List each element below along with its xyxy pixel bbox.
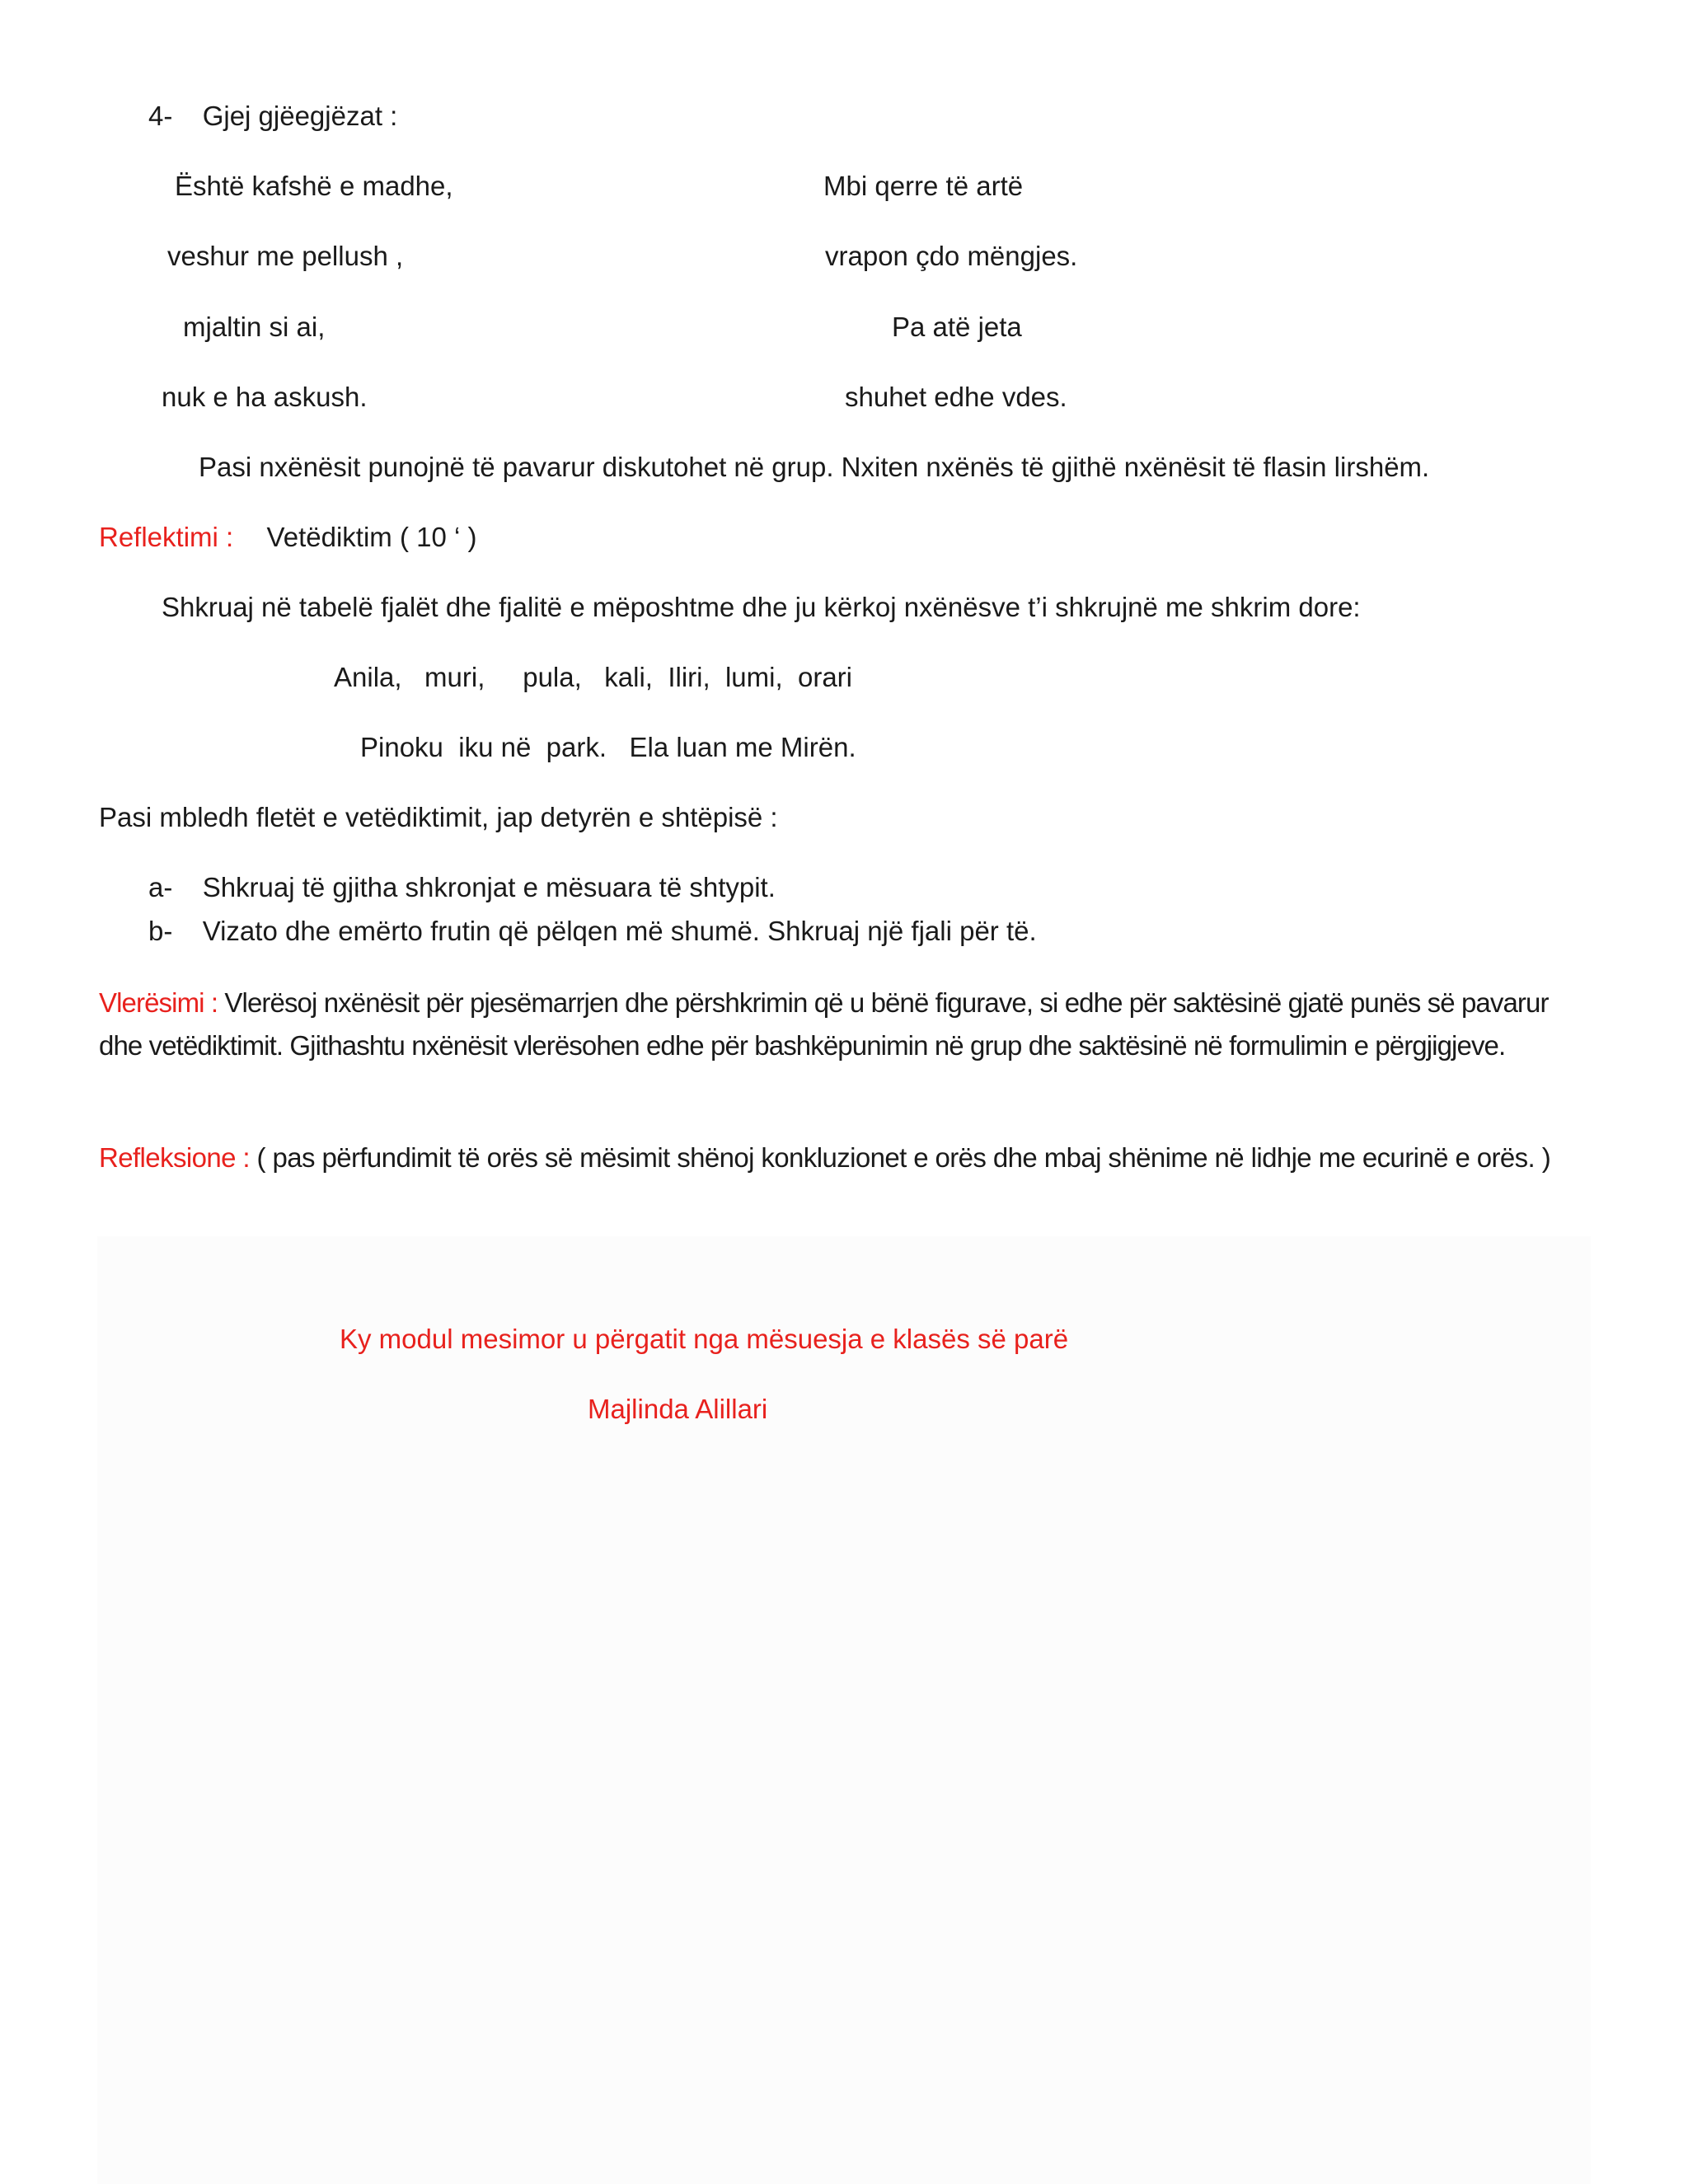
homework-marker: a- [148,872,173,902]
reflektimi-text: Vetëdiktim ( 10 ‘ ) [266,522,477,552]
riddle-right-line-4: shuhet edhe vdes. [845,382,1067,412]
homework-text: Shkruaj të gjitha shkronjat e mësuara të shtypit. [202,872,776,902]
exercise-title: Gjej gjëegjëzat : [202,101,398,131]
homework-text: Vizato dhe emërto frutin që pëlqen më shumë. Shkruaj një fjali për të. [202,916,1037,946]
dictation-words: Anila, muri, pula, kali, Iliri, lumi, orari [334,662,852,692]
refleksione-section [99,1137,1592,1179]
credit-line: Ky modul mesimor u përgatit nga mësuesja e klasës së parë [340,1324,1069,1354]
riddle-left-line-2: veshur me pellush , [167,241,404,271]
homework-item-b [148,915,1037,948]
refleksione-text: ( pas përfundimit të orës së mësimit shënoj konkluzionet e orës dhe mbaj shënime në lidhje me ecurinë e orës. ) [249,1142,1551,1173]
group-discussion-note: Pasi nxënësit punojnë të pavarur diskutohet në grup. Nxiten nxënës të gjithë nxënësit të flasin lirshëm. [199,452,1430,482]
riddle-right-line-3: Pa atë jeta [892,312,1022,342]
homework-intro: Pasi mbledh fletët e vetëdiktimit, jap detyrën e shtëpisë : [99,802,778,832]
dictation-sentences: Pinoku iku në park. Ela luan me Mirën. [360,732,856,762]
homework-item-a [148,871,776,904]
reflektimi-label: Reflektimi : [99,522,234,552]
reflektimi-section [99,521,476,554]
vleresimi-label: Vlerësimi : [99,987,218,1018]
riddle-right-line-2: vrapon çdo mëngjes. [825,241,1078,271]
vleresimi-section [99,982,1592,1067]
page-background [97,1236,1591,2184]
credit-author: Majlinda Alillari [588,1394,768,1424]
exercise-heading [148,100,397,133]
riddle-left-line-4: nuk e ha askush. [162,382,368,412]
homework-marker: b- [148,916,173,946]
dictation-instruction: Shkruaj në tabelë fjalët dhe fjalitë e mëposhtme dhe ju kërkoj nxënësve t’i shkrujnë me shkrim dore: [162,592,1361,622]
riddle-left-line-3: mjaltin si ai, [183,312,326,342]
refleksione-label: Refleksione : [99,1142,250,1173]
riddle-right-line-1: Mbi qerre të artë [823,171,1024,201]
riddle-left-line-1: Është kafshë e madhe, [175,171,453,201]
exercise-number: 4- [148,101,173,131]
vleresimi-text: Vlerësoj nxënësit për pjesëmarrjen dhe përshkrimin që u bënë figurave, si edhe për saktësinë gjatë punës së pavarur dhe vetëdiktimit. Gjithashtu nxënësit vlerësohen edhe për bashkëpunimin në grup dhe saktësinë në formulimin e përgjigjeve. [99,987,1549,1061]
